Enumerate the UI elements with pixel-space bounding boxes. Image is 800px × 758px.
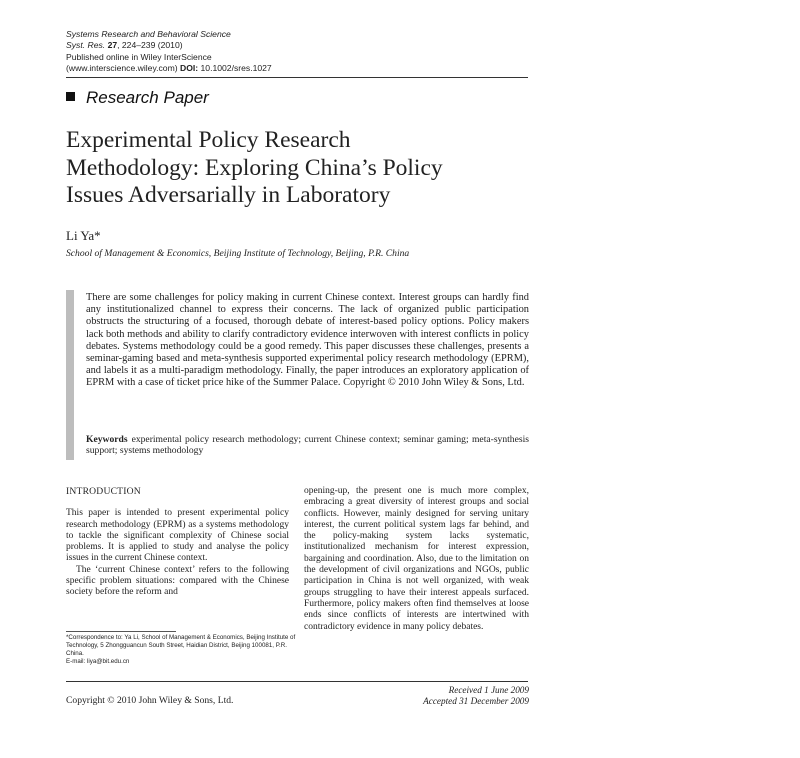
paper-title: [66, 127, 536, 210]
abstract-sidebar-bar: [66, 290, 74, 460]
published-online: Published online in Wiley InterScience: [66, 51, 212, 62]
header-rule: [66, 77, 528, 78]
correspondence-footnote: [66, 634, 296, 666]
doi-line: [66, 63, 528, 74]
section-heading: INTRODUCTION: [66, 486, 141, 497]
abstract-text: There are some challenges for policy making in current Chinese context. Interest groups can hardly find any institutionalized channel to express their concerns. The lack of organized public participation obstructs the structuring of a focused, thorough debate of interest-based policy options. Policy makers lack both methods and ability to clarify contradictory evidence interwoven with interest conflicts in policy debates. Systems methodology could be a good remedy. This paper discusses these challenges, presents a seminar-gaming based and meta-synthesis supported experimental policy research methodology (EPRM), and labels it as a multi-paradigm methodology. Finally, the paper introduces an exploratory application of EPRM with a case of ticket price hike of the Summer Palace. Copyright © 2010 John Wiley & Sons, Ltd.: [86, 292, 529, 389]
doi-value[interactable]: 10.1002/sres.1027: [200, 62, 272, 73]
footer-copyright: Copyright © 2010 John Wiley & Sons, Ltd.: [66, 695, 234, 706]
body-paragraph: opening-up, the present one is much more complex, embracing a great diversity of interest groups and social conflicts. However, mainly designed for serving unitary interest, the current political system lags far behind, and the policy-making system lacks systematic, institutionalized mechanism for interest expression, bargaining and coordination. Also, due to the limitation on the development of civil organizations and NGOs, public participation in China is not well organized, with weak groups struggling to have their interest appeals surfaced. Furthermore, policy makers often find themselves at loose ends since conflicts of interests are intertwined with contradictory evidence in many policy debates.: [304, 486, 529, 632]
citation-pages: , 224–239 (2010): [117, 40, 183, 51]
keywords-text: experimental policy research methodology; current Chinese context; seminar gaming; meta-synthesis support; systems methodology: [86, 434, 529, 457]
footnote-rule: [66, 631, 176, 632]
doi-label: DOI:: [179, 62, 199, 73]
journal-header: [66, 29, 528, 74]
keywords-label: Keywords: [86, 434, 128, 445]
title-line: Issues Adversarially in Laboratory: [66, 182, 391, 208]
journal-website[interactable]: (www.interscience.wiley.com): [66, 62, 178, 73]
citation-prefix: Syst. Res.: [66, 40, 106, 51]
body-column-left: [66, 486, 289, 599]
article-type-text: Research Paper: [86, 88, 209, 107]
body-paragraph: The ‘current Chinese context’ refers to the following specific problem situations: compared with the Chinese society before the reform and: [66, 564, 289, 598]
footnote-email[interactable]: E-mail: liya@bit.edu.cn: [66, 658, 130, 665]
received-accepted-dates: [340, 685, 529, 707]
keywords-block: [86, 434, 529, 456]
volume-number: 27: [107, 40, 118, 51]
article-type-label: [66, 88, 209, 108]
body-paragraph: This paper is intended to present experimental policy research methodology (EPRM) as a systems methodology to tackle the significant complexity of Chinese social problems. It is applied to study and analyse the policy issues in the current Chinese context.: [66, 508, 289, 564]
footnote-address: *Correspondence to: Ya Li, School of Management & Economics, Beijing Institute of Technology, 5 Zhongguancun South Street, Haidian District, Beijing 100081, P.R. China.: [66, 634, 296, 657]
journal-name: Systems Research and Behavioral Science: [66, 29, 231, 39]
title-line: Experimental Policy Research: [66, 127, 351, 153]
footer-rule: [66, 681, 528, 682]
author-affiliation: School of Management & Economics, Beijing Institute of Technology, Beijing, P.R. China: [66, 248, 410, 259]
square-bullet-icon: [66, 92, 75, 101]
author-name: Li Ya*: [66, 228, 101, 243]
body-column-right: [304, 486, 529, 633]
received-date: Received 1 June 2009: [448, 685, 529, 695]
title-line: Methodology: Exploring China’s Policy: [66, 154, 443, 181]
accepted-date: Accepted 31 December 2009: [423, 696, 529, 706]
journal-citation: [66, 40, 528, 51]
